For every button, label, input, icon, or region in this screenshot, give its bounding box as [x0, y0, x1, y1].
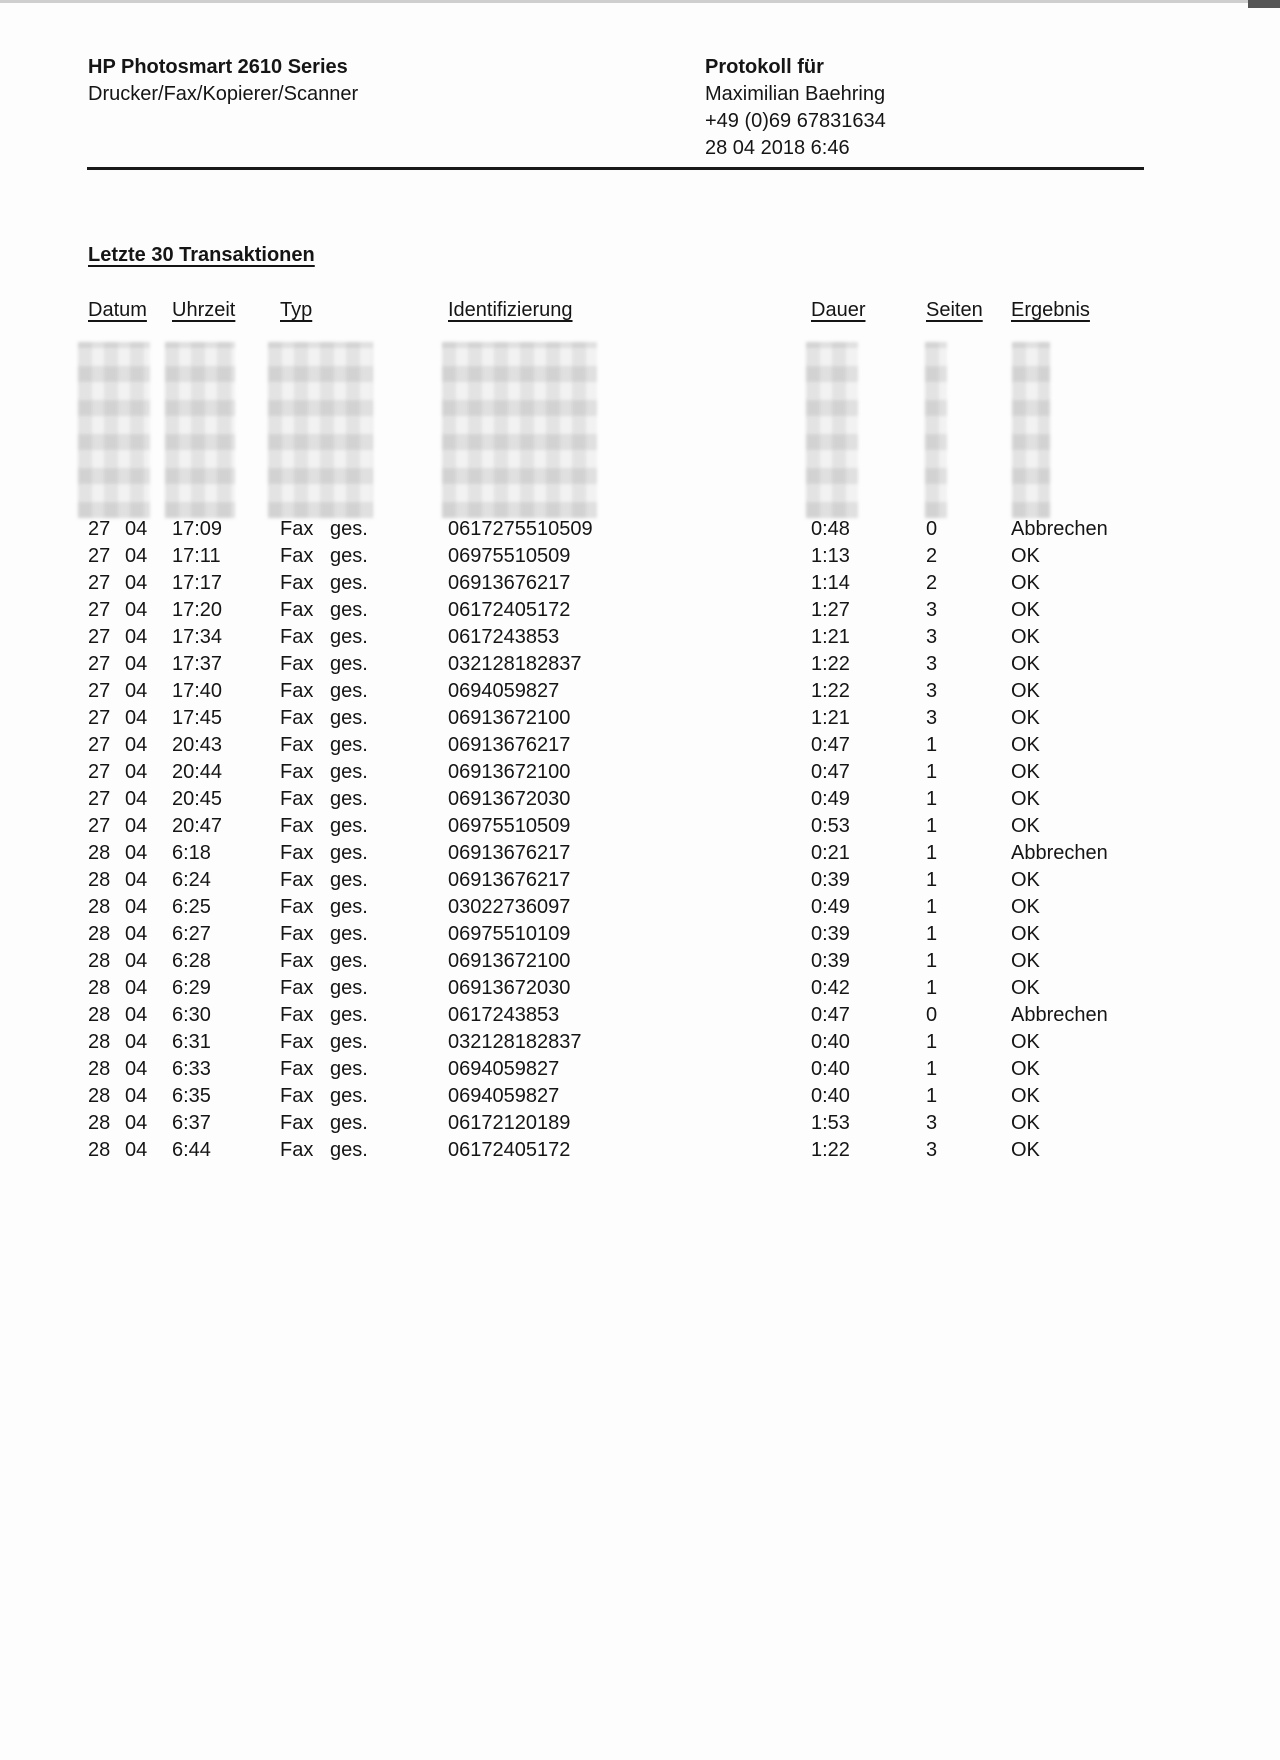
cell-identifizierung: 06913672100 [448, 950, 571, 972]
cell-typ: Fax [280, 599, 314, 621]
cell-typ: Fax [280, 896, 314, 918]
cell-seiten: 1 [926, 869, 938, 891]
cell-typ: Fax [280, 545, 314, 567]
cell-identifizierung: 06913672100 [448, 761, 571, 783]
table-row [0, 840, 1280, 867]
cell-typ: Fax [280, 788, 314, 810]
cell-identifizierung: 0617243853 [448, 1004, 560, 1026]
cell-ergebnis: OK [1011, 815, 1040, 837]
cell-day: 27 [88, 653, 111, 675]
cell-typ: Fax [280, 1112, 314, 1134]
cell-direction: ges. [330, 923, 368, 945]
table-row [0, 705, 1280, 732]
cell-day: 27 [88, 599, 111, 621]
cell-day: 28 [88, 842, 111, 864]
cell-direction: ges. [330, 653, 368, 675]
cell-identifizierung: 06913672030 [448, 788, 571, 810]
cell-seiten: 3 [926, 1139, 938, 1161]
cell-time: 6:33 [172, 1058, 211, 1080]
cell-typ: Fax [280, 626, 314, 648]
cell-direction: ges. [330, 896, 368, 918]
cell-ergebnis: Abbrechen [1011, 1004, 1108, 1026]
cell-month: 04 [125, 869, 148, 891]
cell-identifizierung: 0694059827 [448, 1085, 560, 1107]
cell-identifizierung: 0694059827 [448, 680, 560, 702]
cell-direction: ges. [330, 734, 368, 756]
cell-time: 17:37 [172, 653, 223, 675]
cell-day: 28 [88, 950, 111, 972]
cell-ergebnis: OK [1011, 1112, 1040, 1134]
cell-dauer: 0:53 [811, 815, 850, 837]
redacted-dauer [806, 342, 858, 518]
cell-month: 04 [125, 518, 148, 540]
cell-day: 27 [88, 626, 111, 648]
cell-day: 28 [88, 923, 111, 945]
cell-seiten: 1 [926, 815, 938, 837]
table-row [0, 624, 1280, 651]
cell-time: 20:44 [172, 761, 223, 783]
cell-seiten: 2 [926, 572, 938, 594]
cell-dauer: 0:47 [811, 734, 850, 756]
cell-ergebnis: OK [1011, 950, 1040, 972]
cell-month: 04 [125, 572, 148, 594]
cell-month: 04 [125, 977, 148, 999]
cell-identifizierung: 06913676217 [448, 842, 571, 864]
cell-direction: ges. [330, 707, 368, 729]
cell-direction: ges. [330, 1085, 368, 1107]
cell-seiten: 1 [926, 1031, 938, 1053]
cell-month: 04 [125, 815, 148, 837]
cell-time: 17:45 [172, 707, 223, 729]
cell-time: 6:27 [172, 923, 211, 945]
redacted-uhrzeit [165, 342, 235, 518]
cell-identifizierung: 06913672100 [448, 707, 571, 729]
table-row [0, 1029, 1280, 1056]
cell-ergebnis: Abbrechen [1011, 842, 1108, 864]
table-row [0, 921, 1280, 948]
cell-dauer: 0:40 [811, 1085, 850, 1107]
cell-dauer: 1:14 [811, 572, 850, 594]
redacted-datum [78, 342, 150, 518]
cell-month: 04 [125, 545, 148, 567]
cell-dauer: 0:47 [811, 761, 850, 783]
cell-month: 04 [125, 1004, 148, 1026]
cell-seiten: 0 [926, 518, 938, 540]
cell-seiten: 1 [926, 1058, 938, 1080]
cell-day: 28 [88, 869, 111, 891]
cell-seiten: 2 [926, 545, 938, 567]
cell-typ: Fax [280, 950, 314, 972]
cell-identifizierung: 06172120189 [448, 1112, 571, 1134]
cell-month: 04 [125, 1112, 148, 1134]
device-model: HP Photosmart 2610 Series [88, 56, 348, 78]
cell-seiten: 1 [926, 896, 938, 918]
cell-ergebnis: OK [1011, 1085, 1040, 1107]
cell-month: 04 [125, 626, 148, 648]
cell-direction: ges. [330, 1058, 368, 1080]
cell-identifizierung: 0617243853 [448, 626, 560, 648]
cell-ergebnis: OK [1011, 653, 1040, 675]
cell-month: 04 [125, 1058, 148, 1080]
cell-identifizierung: 06913676217 [448, 572, 571, 594]
cell-time: 17:09 [172, 518, 223, 540]
cell-typ: Fax [280, 869, 314, 891]
cell-identifizierung: 06975510509 [448, 815, 571, 837]
cell-direction: ges. [330, 626, 368, 648]
redacted-typ [268, 342, 373, 518]
redacted-ergebnis [1012, 342, 1050, 518]
cell-dauer: 1:21 [811, 707, 850, 729]
cell-dauer: 1:21 [811, 626, 850, 648]
cell-identifizierung: 0617275510509 [448, 518, 593, 540]
cell-typ: Fax [280, 1058, 314, 1080]
cell-time: 6:29 [172, 977, 211, 999]
table-row [0, 651, 1280, 678]
cell-seiten: 1 [926, 977, 938, 999]
table-row [0, 1137, 1280, 1164]
cell-seiten: 0 [926, 1004, 938, 1026]
cell-ergebnis: OK [1011, 1031, 1040, 1053]
header-divider [87, 167, 1144, 170]
cell-dauer: 1:22 [811, 653, 850, 675]
cell-dauer: 0:39 [811, 923, 850, 945]
report-info [705, 54, 886, 162]
cell-dauer: 1:22 [811, 1139, 850, 1161]
scan-corner-mark [1248, 0, 1280, 8]
column-header-seiten: Seiten [926, 299, 983, 321]
cell-seiten: 3 [926, 680, 938, 702]
cell-month: 04 [125, 788, 148, 810]
cell-ergebnis: OK [1011, 599, 1040, 621]
cell-typ: Fax [280, 761, 314, 783]
cell-ergebnis: Abbrechen [1011, 518, 1108, 540]
cell-direction: ges. [330, 680, 368, 702]
cell-time: 20:43 [172, 734, 223, 756]
cell-direction: ges. [330, 761, 368, 783]
cell-time: 6:31 [172, 1031, 211, 1053]
cell-typ: Fax [280, 815, 314, 837]
column-header-uhrzeit: Uhrzeit [172, 299, 236, 321]
cell-time: 6:24 [172, 869, 211, 891]
cell-direction: ges. [330, 545, 368, 567]
cell-day: 27 [88, 707, 111, 729]
cell-identifizierung: 032128182837 [448, 653, 582, 675]
cell-dauer: 0:39 [811, 950, 850, 972]
cell-month: 04 [125, 653, 148, 675]
cell-day: 27 [88, 572, 111, 594]
cell-identifizierung: 06913676217 [448, 869, 571, 891]
table-row [0, 948, 1280, 975]
cell-ergebnis: OK [1011, 923, 1040, 945]
cell-month: 04 [125, 923, 148, 945]
cell-seiten: 1 [926, 761, 938, 783]
table-row [0, 975, 1280, 1002]
cell-day: 27 [88, 761, 111, 783]
cell-dauer: 1:53 [811, 1112, 850, 1134]
cell-day: 27 [88, 518, 111, 540]
table-row [0, 570, 1280, 597]
cell-month: 04 [125, 680, 148, 702]
cell-typ: Fax [280, 572, 314, 594]
table-row [0, 732, 1280, 759]
cell-direction: ges. [330, 815, 368, 837]
cell-direction: ges. [330, 977, 368, 999]
cell-identifizierung: 06913672030 [448, 977, 571, 999]
cell-identifizierung: 06913676217 [448, 734, 571, 756]
cell-typ: Fax [280, 1085, 314, 1107]
cell-dauer: 0:47 [811, 1004, 850, 1026]
cell-seiten: 1 [926, 1085, 938, 1107]
table-row [0, 1002, 1280, 1029]
redacted-seiten [925, 342, 947, 518]
cell-time: 17:20 [172, 599, 223, 621]
device-type: Drucker/Fax/Kopierer/Scanner [88, 83, 359, 105]
cell-day: 27 [88, 734, 111, 756]
cell-ergebnis: OK [1011, 680, 1040, 702]
cell-ergebnis: OK [1011, 626, 1040, 648]
cell-time: 6:44 [172, 1139, 211, 1161]
cell-typ: Fax [280, 680, 314, 702]
cell-seiten: 1 [926, 788, 938, 810]
cell-time: 20:45 [172, 788, 223, 810]
cell-typ: Fax [280, 842, 314, 864]
cell-time: 17:34 [172, 626, 223, 648]
cell-identifizierung: 03022736097 [448, 896, 571, 918]
cell-direction: ges. [330, 950, 368, 972]
section-title: Letzte 30 Transaktionen [88, 244, 315, 266]
cell-ergebnis: OK [1011, 896, 1040, 918]
table-row [0, 1083, 1280, 1110]
cell-direction: ges. [330, 599, 368, 621]
cell-direction: ges. [330, 1004, 368, 1026]
owner-phone: +49 (0)69 67831634 [705, 110, 886, 132]
owner-name: Maximilian Baehring [705, 83, 886, 105]
cell-time: 17:40 [172, 680, 223, 702]
cell-ergebnis: OK [1011, 869, 1040, 891]
cell-identifizierung: 0694059827 [448, 1058, 560, 1080]
cell-dauer: 0:40 [811, 1031, 850, 1053]
scan-top-edge [0, 0, 1280, 3]
cell-month: 04 [125, 599, 148, 621]
cell-typ: Fax [280, 1139, 314, 1161]
cell-ergebnis: OK [1011, 788, 1040, 810]
table-row [0, 1056, 1280, 1083]
cell-ergebnis: OK [1011, 761, 1040, 783]
table-row [0, 597, 1280, 624]
cell-day: 28 [88, 1112, 111, 1134]
column-header-identifizierung: Identifizierung [448, 299, 573, 321]
table-row [0, 543, 1280, 570]
column-header-ergebnis: Ergebnis [1011, 299, 1090, 321]
redacted-identifizierung [442, 342, 597, 518]
table-row [0, 813, 1280, 840]
cell-identifizierung: 06975510509 [448, 545, 571, 567]
cell-direction: ges. [330, 1031, 368, 1053]
cell-direction: ges. [330, 572, 368, 594]
report-datetime: 28 04 2018 6:46 [705, 137, 850, 159]
cell-month: 04 [125, 896, 148, 918]
cell-seiten: 3 [926, 707, 938, 729]
cell-dauer: 0:49 [811, 788, 850, 810]
cell-seiten: 3 [926, 626, 938, 648]
cell-ergebnis: OK [1011, 572, 1040, 594]
cell-ergebnis: OK [1011, 707, 1040, 729]
cell-time: 6:25 [172, 896, 211, 918]
cell-dauer: 0:49 [811, 896, 850, 918]
cell-day: 28 [88, 1058, 111, 1080]
cell-dauer: 0:39 [811, 869, 850, 891]
column-header-datum: Datum [88, 299, 147, 321]
cell-time: 6:35 [172, 1085, 211, 1107]
cell-identifizierung: 06172405172 [448, 1139, 571, 1161]
cell-typ: Fax [280, 1031, 314, 1053]
table-row [0, 786, 1280, 813]
cell-dauer: 0:48 [811, 518, 850, 540]
cell-month: 04 [125, 1085, 148, 1107]
cell-day: 28 [88, 896, 111, 918]
cell-seiten: 1 [926, 950, 938, 972]
cell-ergebnis: OK [1011, 1058, 1040, 1080]
cell-time: 6:37 [172, 1112, 211, 1134]
cell-dauer: 1:27 [811, 599, 850, 621]
cell-ergebnis: OK [1011, 977, 1040, 999]
cell-day: 28 [88, 1031, 111, 1053]
cell-month: 04 [125, 1139, 148, 1161]
cell-dauer: 1:22 [811, 680, 850, 702]
cell-day: 27 [88, 680, 111, 702]
cell-month: 04 [125, 842, 148, 864]
cell-identifizierung: 032128182837 [448, 1031, 582, 1053]
cell-direction: ges. [330, 842, 368, 864]
cell-identifizierung: 06172405172 [448, 599, 571, 621]
table-row [0, 516, 1280, 543]
cell-month: 04 [125, 1031, 148, 1053]
cell-typ: Fax [280, 734, 314, 756]
cell-time: 17:11 [172, 545, 221, 567]
device-info [88, 54, 358, 108]
cell-time: 6:30 [172, 1004, 211, 1026]
cell-day: 27 [88, 815, 111, 837]
cell-day: 28 [88, 1085, 111, 1107]
cell-seiten: 3 [926, 599, 938, 621]
cell-dauer: 0:42 [811, 977, 850, 999]
cell-seiten: 1 [926, 734, 938, 756]
column-header-typ: Typ [280, 299, 313, 321]
cell-day: 27 [88, 545, 111, 567]
cell-dauer: 0:40 [811, 1058, 850, 1080]
cell-seiten: 3 [926, 653, 938, 675]
cell-direction: ges. [330, 869, 368, 891]
cell-typ: Fax [280, 707, 314, 729]
cell-seiten: 1 [926, 842, 938, 864]
table-row [0, 867, 1280, 894]
cell-direction: ges. [330, 788, 368, 810]
cell-seiten: 1 [926, 923, 938, 945]
cell-typ: Fax [280, 923, 314, 945]
cell-month: 04 [125, 734, 148, 756]
cell-typ: Fax [280, 653, 314, 675]
column-header-dauer: Dauer [811, 299, 866, 321]
table-row [0, 759, 1280, 786]
cell-month: 04 [125, 707, 148, 729]
cell-direction: ges. [330, 1139, 368, 1161]
transactions-table [0, 516, 1280, 1164]
table-row [0, 678, 1280, 705]
cell-typ: Fax [280, 1004, 314, 1026]
table-row [0, 1110, 1280, 1137]
cell-typ: Fax [280, 518, 314, 540]
cell-time: 6:28 [172, 950, 211, 972]
cell-dauer: 1:13 [811, 545, 850, 567]
cell-time: 17:17 [172, 572, 223, 594]
cell-time: 6:18 [172, 842, 211, 864]
cell-day: 28 [88, 977, 111, 999]
cell-identifizierung: 06975510109 [448, 923, 571, 945]
cell-day: 28 [88, 1139, 111, 1161]
table-row [0, 894, 1280, 921]
cell-ergebnis: OK [1011, 734, 1040, 756]
cell-month: 04 [125, 761, 148, 783]
cell-month: 04 [125, 950, 148, 972]
cell-typ: Fax [280, 977, 314, 999]
cell-day: 27 [88, 788, 111, 810]
cell-time: 20:47 [172, 815, 223, 837]
cell-direction: ges. [330, 1112, 368, 1134]
cell-direction: ges. [330, 518, 368, 540]
cell-seiten: 3 [926, 1112, 938, 1134]
cell-dauer: 0:21 [811, 842, 850, 864]
cell-day: 28 [88, 1004, 111, 1026]
report-label: Protokoll für [705, 56, 824, 78]
cell-ergebnis: OK [1011, 545, 1040, 567]
cell-ergebnis: OK [1011, 1139, 1040, 1161]
